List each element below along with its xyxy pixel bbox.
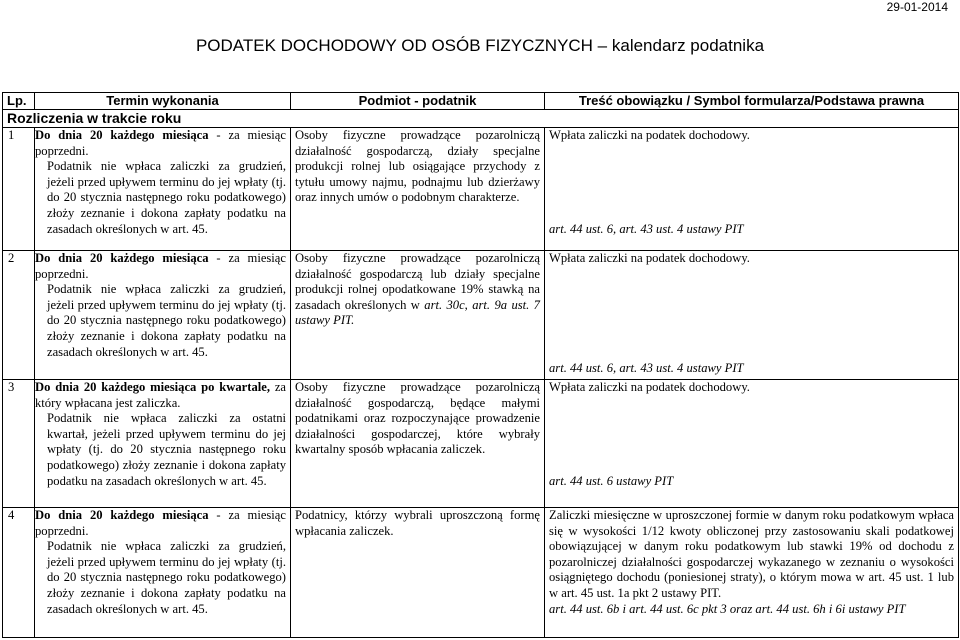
termin-cell xyxy=(35,128,291,251)
column-header-termin: Termin wykonania xyxy=(35,93,291,110)
row-number: 4 xyxy=(3,508,35,638)
table-row xyxy=(3,128,959,251)
tresc-text: Wpłata zaliczki na podatek dochodowy. xyxy=(549,128,750,142)
termin-deadline: Do dnia 20 każdego miesiąca po kwartale, xyxy=(35,380,270,394)
table-header-row xyxy=(3,93,959,110)
termin-deadline: Do dnia 20 każdego miesiąca xyxy=(35,508,209,522)
termin-deadline: Do dnia 20 każdego miesiąca xyxy=(35,128,209,142)
podmiot-cell xyxy=(291,128,545,251)
table-row xyxy=(3,380,959,508)
column-header-tresc: Treść obowiązku / Symbol formularza/Podstawa prawna xyxy=(545,93,959,110)
table-row xyxy=(3,251,959,380)
tresc-text: Wpłata zaliczki na podatek dochodowy. xyxy=(549,251,750,265)
termin-period: - za miesiąc poprzedni. xyxy=(35,251,286,281)
termin-note: Podatnik nie wpłaca zaliczki za grudzień, jeżeli przed upływem terminu do jej wpłaty (tj. do 20 stycznia następnego roku podatkowego) złoży zeznanie i dokona zapłaty podatku na zasadach określonych w art. 45. xyxy=(47,539,286,616)
document-date: 29-01-2014 xyxy=(886,0,948,14)
termin-cell xyxy=(35,508,291,638)
legal-basis: art. 44 ust. 6 ustawy PIT xyxy=(549,473,674,488)
podmiot-legal-ref: art. 30c, art. 9a ust. 7 ustawy PIT. xyxy=(295,297,540,328)
tresc-text: Zaliczki miesięczne w uproszczonej formie w danym roku podatkowym wpłaca się w wysokości 1/12 kwoty obliczonej przy zastosowaniu skali podatkowej obowiązującej w danym roku podatkowym lub stawki 19% od dochodu z pozarolniczej działalności gospodarczej wykazanego w zeznaniu o wysokości osiągniętego dochodu (poniesionej straty), o którym mowa w art. 45 ust. 1 lub w art. 45 ust. 1a pkt 2 ustawy PIT. xyxy=(549,508,954,600)
column-header-lp: Lp. xyxy=(3,93,35,110)
termin-note: Podatnik nie wpłaca zaliczki za grudzień, jeżeli przed upływem terminu do jej wpłaty (tj. do 20 stycznia następnego roku podatkowego) złoży zeznanie i dokona zapłaty podatku na zasadach określonych w art. 45. xyxy=(47,282,286,359)
podmiot-text: Osoby fizyczne prowadzące pozarolniczą działalność gospodarczą lub działy specjalne produkcji rolnej opodatkowane 19% stawką na zasadach określonych w xyxy=(295,251,540,312)
legal-basis: art. 44 ust. 6, art. 43 ust. 4 ustawy PIT xyxy=(549,360,744,375)
section-title: Rozliczenia w trakcie roku xyxy=(3,110,959,128)
tresc-cell xyxy=(545,380,959,508)
section-row xyxy=(3,110,959,128)
podmiot-text: Osoby fizyczne prowadzące pozarolniczą działalność gospodarczą, będące małymi podatnikami oraz rozpoczynające prowadzenie działalności gospodarczej, które wybrały kwartalny sposób wpłacania zaliczek. xyxy=(295,380,540,457)
tax-calendar-table xyxy=(2,92,959,638)
podmiot-text: Osoby fizyczne prowadzące pozarolniczą działalność gospodarczą, działy specjalne produkcji rolnej lub osiągające przychody z tytułu umowy najmu, podnajmu lub dzierżawy oraz innych umów o podobnym charakterze. xyxy=(295,128,540,205)
row-number: 1 xyxy=(3,128,35,251)
tresc-cell xyxy=(545,251,959,380)
termin-period: - za miesiąc poprzedni. xyxy=(35,508,286,538)
row-number: 3 xyxy=(3,380,35,508)
podmiot-cell xyxy=(291,251,545,380)
termin-note: Podatnik nie wpłaca zaliczki za grudzień, jeżeli przed upływem terminu do jej wpłaty (tj. do 20 stycznia następnego roku podatkowego) złoży zeznanie i dokona zapłaty podatku na zasadach określonych w art. 45. xyxy=(47,159,286,236)
tresc-cell xyxy=(545,128,959,251)
termin-note: Podatnik nie wpłaca zaliczki za ostatni kwartał, jeżeli przed upływem terminu do jej wpłaty (tj. do 20 stycznia następnego roku podatkowego) złoży zeznanie i dokona zapłaty podatku na zasadach określonych w art. 45. xyxy=(47,411,286,488)
termin-period: za który wpłacana jest zaliczka. xyxy=(35,380,287,410)
table-row xyxy=(3,508,959,638)
termin-cell xyxy=(35,380,291,508)
podmiot-text: Podatnicy, którzy wybrali uproszczoną formę wpłacania zaliczek. xyxy=(295,508,540,538)
row-number: 2 xyxy=(3,251,35,380)
podmiot-cell xyxy=(291,508,545,638)
tresc-cell xyxy=(545,508,959,638)
termin-deadline: Do dnia 20 każdego miesiąca xyxy=(35,251,209,265)
podmiot-cell xyxy=(291,380,545,508)
tresc-text: Wpłata zaliczki na podatek dochodowy. xyxy=(549,380,750,394)
termin-cell xyxy=(35,251,291,380)
page-title: PODATEK DOCHODOWY OD OSÓB FIZYCZNYCH – kalendarz podatnika xyxy=(195,36,765,55)
termin-period: - za miesiąc poprzedni. xyxy=(35,128,286,158)
legal-basis: art. 44 ust. 6, art. 43 ust. 4 ustawy PIT xyxy=(549,221,744,236)
legal-basis: art. 44 ust. 6b i art. 44 ust. 6c pkt 3 oraz art. 44 ust. 6h i 6i ustawy PIT xyxy=(549,601,906,616)
column-header-podmiot: Podmiot - podatnik xyxy=(291,93,545,110)
